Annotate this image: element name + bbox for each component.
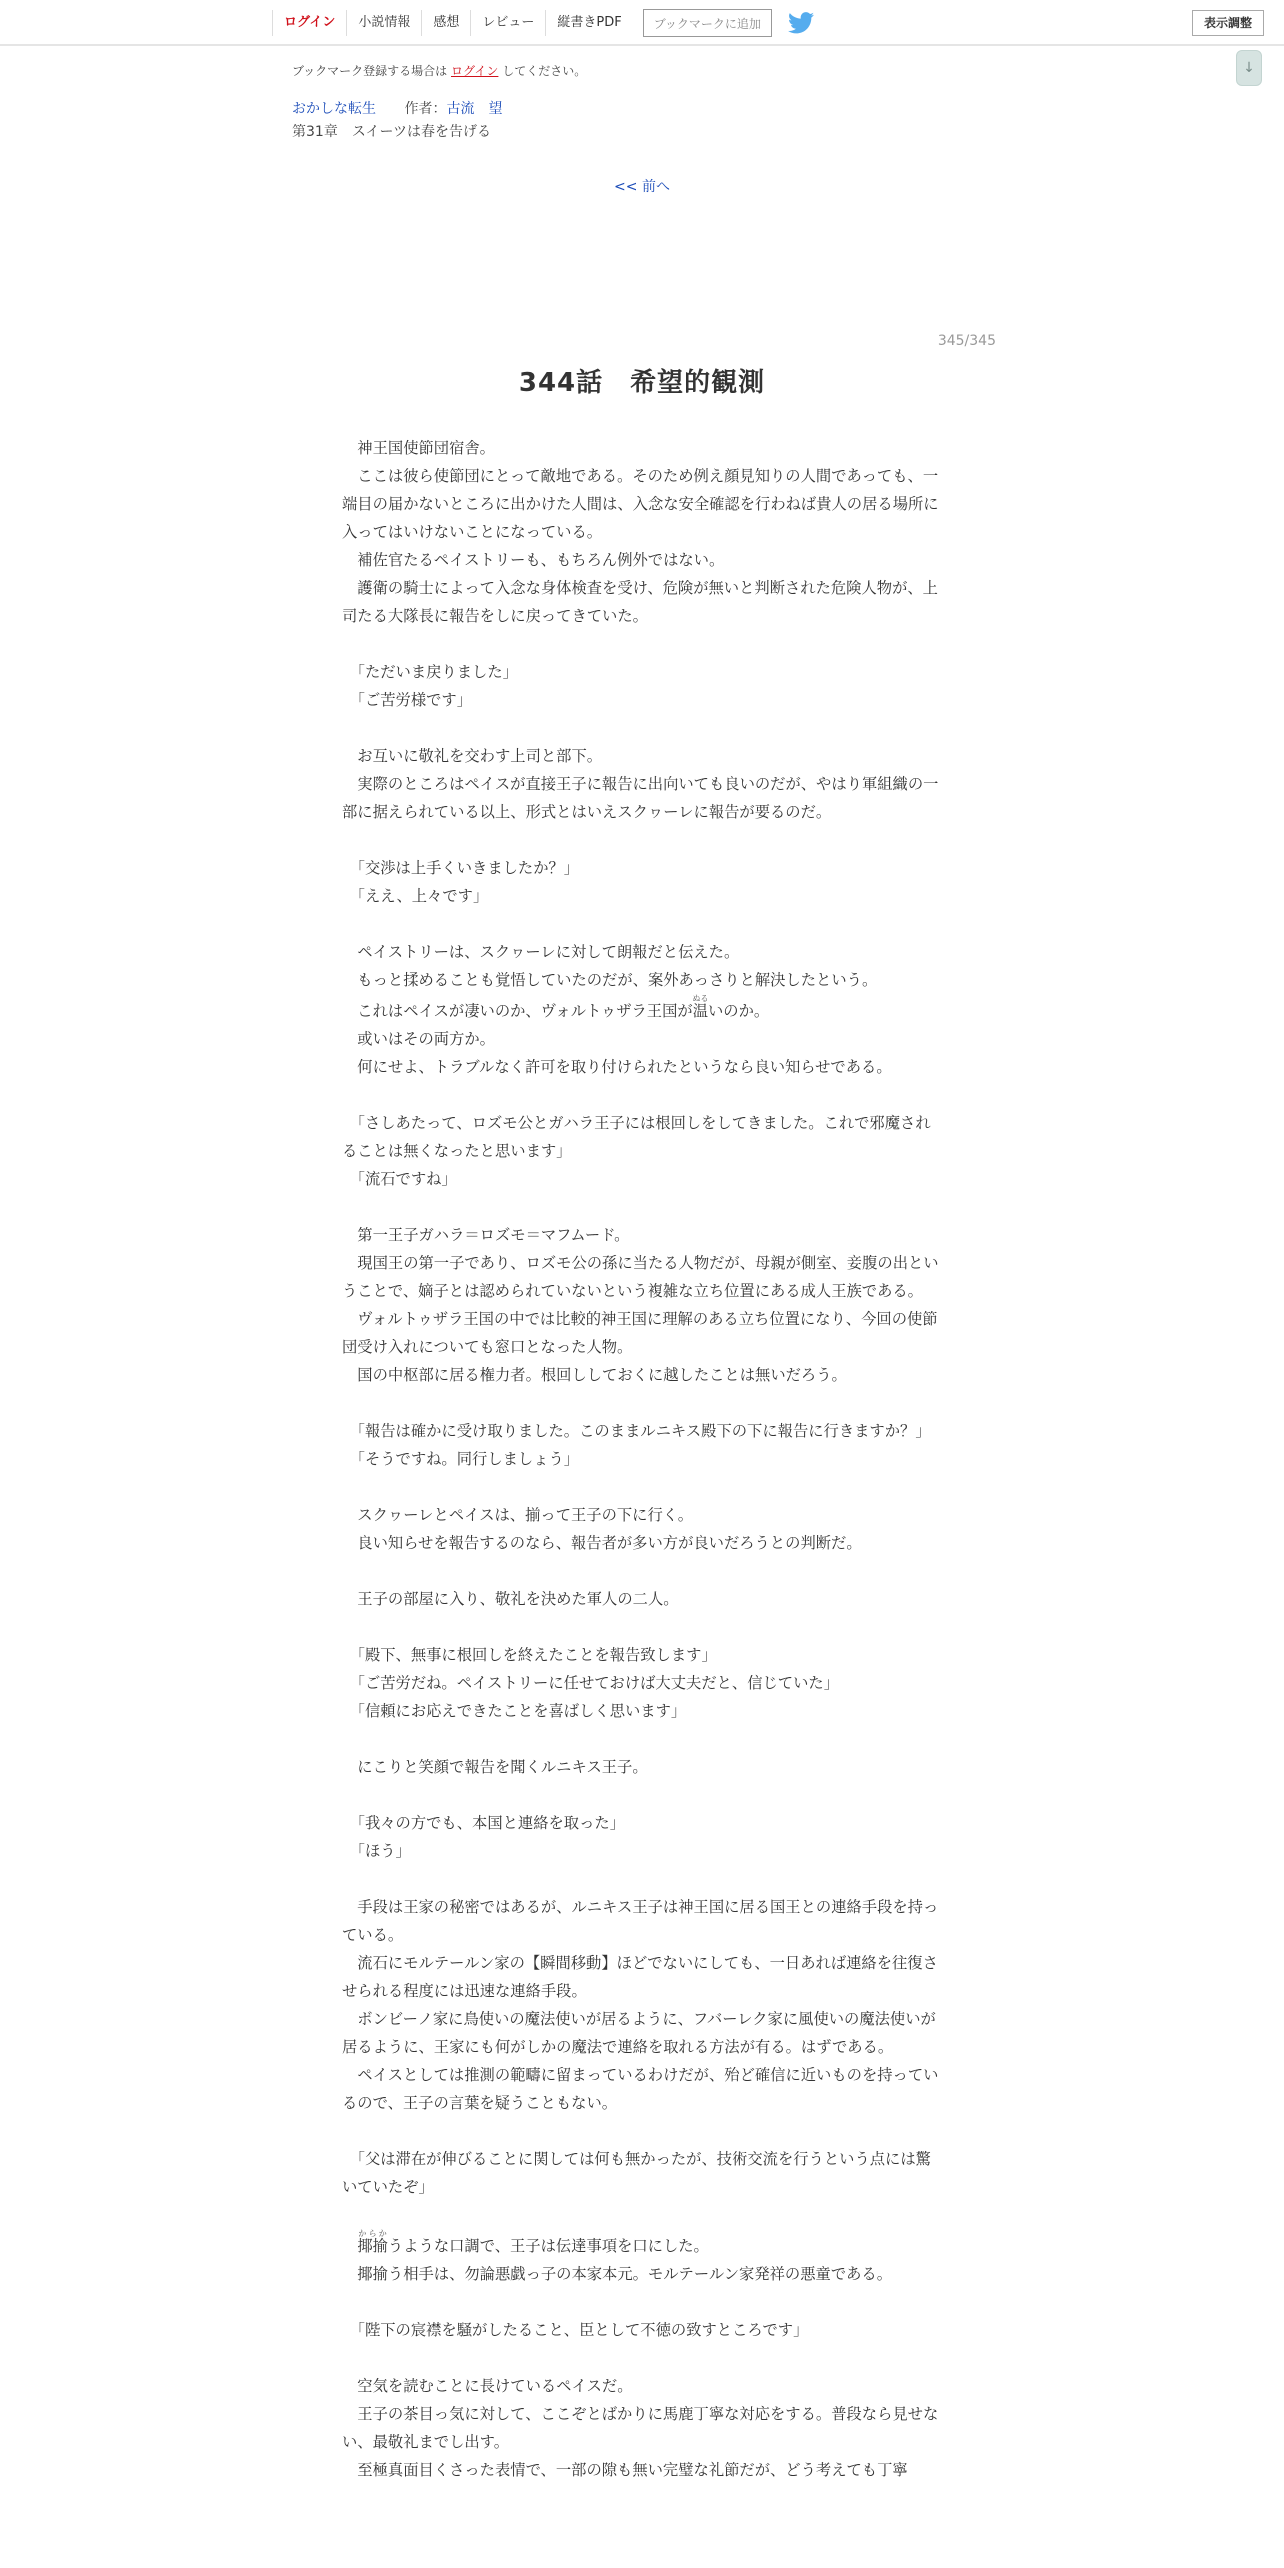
paragraph: ヴォルトゥザラ王国の中では比較的神王国に理解のある立ち位置になり、今回の使節団受け入れについても窓口となった人物。 [342, 1310, 938, 1356]
paragraph: 「陛下の宸襟を騒がしたること、臣として不徳の致すところです」 [342, 2321, 809, 2339]
nav-login[interactable]: ログイン [272, 10, 346, 36]
ruby-word [357, 2229, 388, 2255]
paragraph: 補佐官たるペイストリーも、もちろん例外ではない。 [342, 551, 725, 569]
blank-line [342, 910, 942, 938]
notice-login-link[interactable]: ログイン [451, 64, 499, 78]
blank-line [342, 1613, 942, 1641]
paragraph: 空気を読むことに長けているペイスだ。 [342, 2377, 633, 2395]
twitter-bird-icon-svg [788, 12, 814, 34]
paragraph: 第一王子ガハラ＝ロズモ＝マフムード。 [342, 1226, 630, 1244]
blank-line [342, 1389, 942, 1417]
blank-line [342, 714, 942, 742]
paragraph: 手段は王家の秘密ではあるが、ルニキス王子は神王国に居る国王との連絡手段を持っている。 [342, 1898, 939, 1944]
twitter-bird-icon[interactable] [788, 12, 814, 34]
episode-counter: 345/345 [937, 333, 996, 349]
paragraph: 「ほう」 [342, 1842, 411, 1860]
paragraph: スクヮーレとペイスは、揃って王子の下に行く。 [342, 1506, 694, 1524]
paragraph: 至極真面目くさった表情で、一部の隙も無い完璧な礼節だが、どう考えても丁寧 [342, 2461, 908, 2479]
paragraph: 護衛の騎士によって入念な身体検査を受け、危険が無いと判断された危険人物が、上司たる大隊長に報告をしに戻ってきていた。 [342, 579, 938, 625]
paragraph: 流石にモルテールン家の【瞬間移動】ほどでないにしても、一日あれば連絡を往復させられる程度には迅速な連絡手段。 [342, 1954, 938, 2000]
blank-line [342, 2117, 942, 2145]
ruby-before [342, 2237, 357, 2255]
ruby-base: 揶揄 [357, 2237, 388, 2255]
ruby-paragraph [342, 2229, 942, 2260]
nav-novel-info[interactable]: 小説情報 [346, 10, 421, 36]
prev-link-text[interactable]: << 前へ [614, 179, 670, 195]
ruby-paragraph [342, 994, 942, 1025]
blank-line [342, 1193, 942, 1221]
paragraph: 揶揄う相手は、勿論悪戯っ子の本家本元。モルテールン家発祥の悪童である。 [342, 2265, 893, 2283]
paragraph: 「ただいま戻りました」 [342, 663, 518, 681]
main-nav [272, 10, 814, 36]
paragraph: もっと揉めることも覚悟していたのだが、案外あっさりと解決したという。 [342, 971, 878, 989]
paragraph: ここは彼ら使節団にとって敵地である。そのため例え顔見知りの人間であっても、一端目の届かないところに出かけた人間は、入念な安全確認を行わねば貴人の居る場所に入ってはいけないことになっている。 [342, 467, 939, 541]
ruby-after: うような口調で、王子は伝達事項を口にした。 [387, 2237, 709, 2255]
paragraph: ペイスとしては推測の範疇に留まっているわけだが、殆ど確信に近いものを持っているので、王子の言葉を疑うこともない。 [342, 2066, 939, 2112]
nav-impressions[interactable]: 感想 [421, 10, 470, 36]
paragraph: 王子の茶目っ気に対して、ここぞとばかりに馬鹿丁寧な対応をする。普段なら見せない、最敬礼までし出す。 [342, 2405, 939, 2451]
top-bar [0, 0, 1284, 46]
paragraph: にこりと笑顔で報告を聞くルニキス王子。 [342, 1758, 648, 1776]
ruby-before: これはペイスが凄いのか、ヴォルトゥザラ王国が [342, 1002, 693, 1020]
prev-episode-link [0, 176, 1284, 196]
blank-line [342, 1473, 942, 1501]
blank-line [342, 630, 942, 658]
novel-meta [292, 98, 502, 118]
paragraph: 「信頼にお応えできたことを喜ばしく思います」 [342, 1702, 687, 1720]
ruby-word [692, 994, 709, 1020]
ruby-reading: ぬる [692, 994, 709, 1003]
display-settings-button[interactable]: 表示調整 [1192, 10, 1264, 36]
notice-after: してください。 [502, 64, 587, 78]
paragraph: 「ご苦労様です」 [342, 691, 473, 709]
paragraph: ペイストリーは、スクヮーレに対して朗報だと伝えた。 [342, 943, 740, 961]
chapter-title: 第31章 スイーツは春を告げる [292, 124, 491, 140]
paragraph: 国の中枢部に居る権力者。根回ししておくに越したことは無いだろう。 [342, 1366, 847, 1384]
episode-body [342, 434, 942, 2484]
novel-title-link[interactable]: おかしな転生 [292, 101, 376, 117]
blank-line [342, 1781, 942, 1809]
add-bookmark-button[interactable]: ブックマークに追加 [643, 9, 772, 37]
paragraph: 「ええ、上々です」 [342, 887, 489, 905]
paragraph: 何にせよ、トラブルなく許可を取り付けられたというなら良い知らせである。 [342, 1058, 892, 1076]
paragraph: 実際のところはペイスが直接王子に報告に出向いても良いのだが、やはり軍組織の一部に据えられている以上、形式とはいえスクヮーレに報告が要るのだ。 [342, 775, 939, 821]
paragraph: 「さしあたって、ロズモ公とガハラ王子には根回しをしてきました。これで邪魔されることは無くなったと思います」 [342, 1114, 931, 1160]
nav-review[interactable]: レビュー [470, 10, 545, 36]
blank-line [342, 1081, 942, 1109]
paragraph: 「我々の方でも、本国と連絡を取った」 [342, 1814, 625, 1832]
blank-line [342, 1725, 942, 1753]
paragraph: 「ご苦労だね。ペイストリーに任せておけば大丈夫だと、信じていた」 [342, 1674, 839, 1692]
nav-vertical-pdf[interactable]: 縦書きPDF [545, 10, 632, 36]
notice-before: ブックマーク登録する場合は [292, 64, 448, 78]
author-info [404, 101, 502, 117]
bookmark-notice [292, 62, 586, 79]
author-link[interactable]: 古流 望 [446, 101, 503, 117]
blank-line [342, 2201, 942, 2229]
ruby-base: 温 [692, 1002, 709, 1020]
blank-line [342, 826, 942, 854]
paragraph: 「報告は確かに受け取りました。このままルニキス殿下の下に報告に行きますか？」 [342, 1422, 931, 1440]
paragraph: 神王国使節団宿舎。 [342, 439, 495, 457]
episode-title: 344話 希望的観測 [518, 368, 766, 398]
paragraph: 良い知らせを報告するのなら、報告者が多い方が良いだろうとの判断だ。 [342, 1534, 862, 1552]
blank-line [342, 2344, 942, 2372]
ruby-reading: からか [357, 2229, 388, 2238]
paragraph: 王子の部屋に入り、敬礼を決めた軍人の二人。 [342, 1590, 679, 1608]
blank-line [342, 2288, 942, 2316]
ruby-after: いのか。 [708, 1002, 770, 1020]
paragraph: 「父は滞在が伸びることに関しては何も無かったが、技術交流を行うという点には驚いていたぞ」 [342, 2150, 931, 2196]
paragraph: 「そうですね。同行しましょう」 [342, 1450, 580, 1468]
paragraph: ボンビーノ家に鳥使いの魔法使いが居るように、フバーレク家に風使いの魔法使いが居るように、王家にも何がしかの魔法で連絡を取れる方法が有る。はずである。 [342, 2010, 936, 2056]
scroll-down-button[interactable]: ↓ [1236, 50, 1262, 86]
paragraph: 「殿下、無事に根回しを終えたことを報告致します」 [342, 1646, 717, 1664]
blank-line [342, 1865, 942, 1893]
paragraph: 「交渉は上手くいきましたか？」 [342, 859, 580, 877]
paragraph: 現国王の第一子であり、ロズモ公の孫に当たる人物だが、母親が側室、妾腹の出ということで、嫡子とは認められていないという複雑な立ち位置にある成人王族である。 [342, 1254, 939, 1300]
author-label: 作者： [404, 101, 447, 117]
blank-line [342, 1557, 942, 1585]
paragraph: お互いに敬礼を交わす上司と部下。 [342, 747, 603, 765]
paragraph: 「流石ですね」 [342, 1170, 457, 1188]
paragraph: 或いはその両方か。 [342, 1030, 495, 1048]
